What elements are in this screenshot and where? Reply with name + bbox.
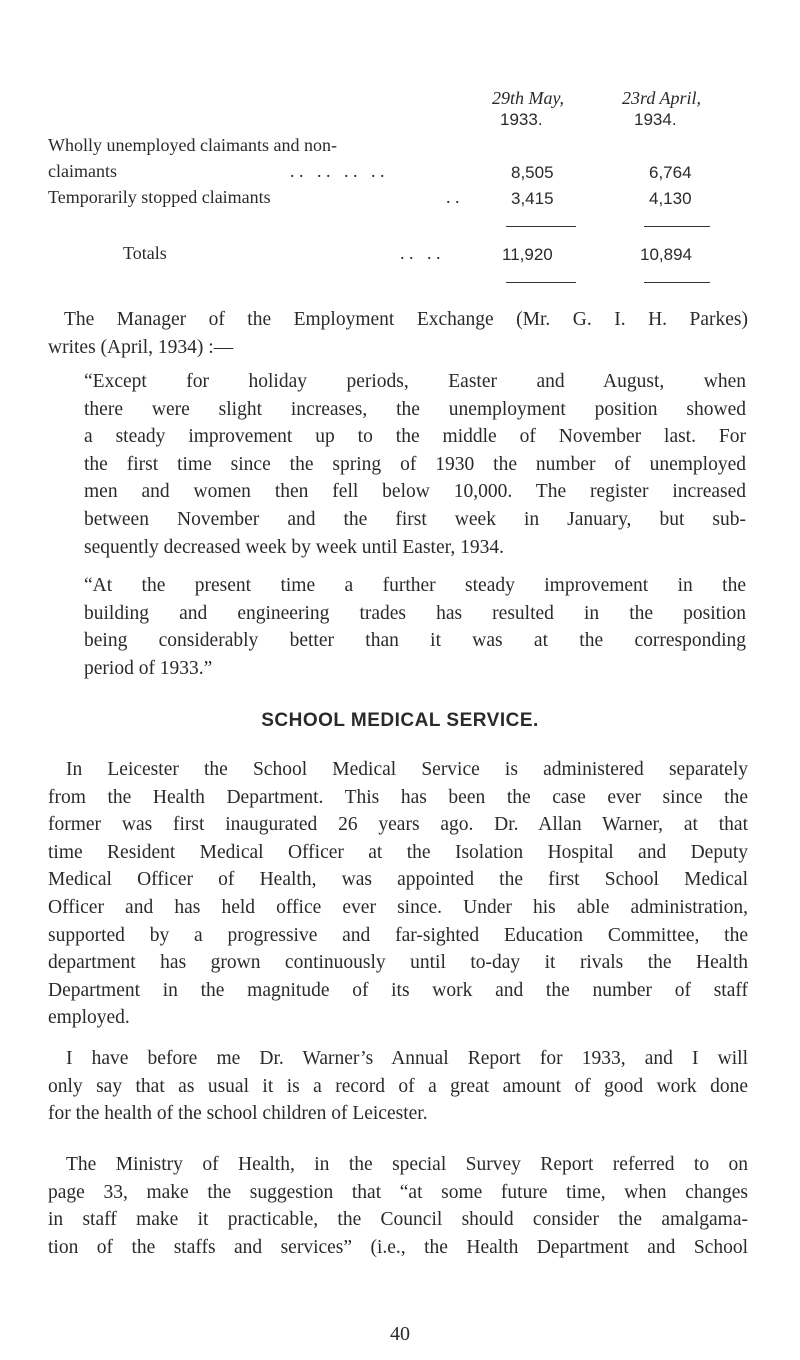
school-medical-paragraph-2 — [48, 1045, 748, 1128]
quote1-line-2: there were slight increases, the unemployment position showed — [84, 398, 746, 420]
smp2-line-1: I have before me Dr. Warner’s Annual Report for 1933, and I will — [66, 1048, 748, 1069]
smp1-line-6: Officer and has held office ever since. Under his able administration, — [48, 896, 748, 918]
quote2-line-4: period of 1933.” — [84, 657, 213, 679]
smp3-line-1: The Ministry of Health, in the special Survey Report referred to on — [66, 1154, 748, 1175]
intro-line-1: The Manager of the Employment Exchange (Mr. G. I. H. Parkes) — [64, 309, 748, 330]
smp1-line-3: former was first inaugurated 26 years ago. Dr. Allan Warner, at that — [48, 814, 748, 836]
totals-rule-1933 — [506, 282, 576, 283]
intro-paragraph — [48, 306, 748, 361]
quote1-line-4: the first time since the spring of 1930 the number of unemployed — [84, 453, 746, 475]
subtotal-rule-1934 — [644, 226, 710, 227]
smp1-line-2: from the Health Department. This has been the case ever since the — [48, 786, 748, 808]
smp2-line-3: for the health of the school children of Leicester. — [48, 1103, 428, 1125]
quote1-line-5: men and women then fell below 10,000. The register increased — [84, 481, 746, 503]
quote-paragraph-2 — [84, 572, 746, 682]
smp1-line-10: employed. — [48, 1007, 130, 1029]
intro-line-2: writes (April, 1934) :— — [48, 336, 234, 358]
row2-leader-dots: . . — [446, 187, 460, 207]
page-number: 40 — [390, 1323, 410, 1345]
smp3-line-3: in staff make it practicable, the Council should consider the amalgama- — [48, 1209, 748, 1231]
row2-label: Temporarily stopped claimants — [48, 187, 271, 207]
totals-rule-1934 — [644, 282, 710, 283]
quote1-line-6: between November and the first week in January, but sub- — [84, 508, 746, 530]
quote-paragraph-1 — [84, 368, 746, 561]
totals-label: Totals — [123, 243, 167, 263]
smp1-line-1: In Leicester the School Medical Service is administered separately — [66, 759, 748, 780]
col2-header-date: 23rd April, — [622, 88, 702, 108]
totals-value-1933: 11,920 — [502, 245, 553, 264]
smp1-line-5: Medical Officer of Health, was appointed the first School Medical — [48, 869, 748, 891]
quote1-line-7: sequently decreased week by week until Easter, 1934. — [84, 536, 504, 558]
quote2-line-3: being considerably better than it was at the corresponding — [84, 630, 746, 652]
row2-value-1934: 4,130 — [649, 189, 692, 208]
totals-leader-dots: . . . . — [400, 243, 441, 263]
smp3-line-4: tion of the staffs and services” (i.e., the Health Department and School — [48, 1236, 748, 1258]
school-medical-paragraph-1 — [48, 756, 748, 1032]
section-heading: SCHOOL MEDICAL SERVICE. — [261, 710, 539, 731]
subtotal-rule-1933 — [506, 226, 576, 227]
col1-header-year: 1933. — [500, 110, 543, 129]
row1-leader-dots: . . . . . . . . — [290, 161, 385, 181]
row1-label-line1: Wholly unemployed claimants and non- — [48, 135, 337, 155]
quote1-line-1: “Except for holiday periods, Easter and August, when — [84, 371, 746, 392]
smp1-line-7: supported by a progressive and far-sighted Education Committee, the — [48, 924, 748, 946]
totals-value-1934: 10,894 — [640, 245, 692, 264]
quote1-line-3: a steady improvement up to the middle of November last. For — [84, 426, 746, 448]
school-medical-paragraph-3 — [48, 1151, 748, 1261]
smp1-line-8: department has grown continuously until to-day it rivals the Health — [48, 952, 748, 974]
row1-value-1934: 6,764 — [649, 163, 692, 182]
col1-header-date: 29th May, — [492, 88, 564, 108]
smp3-line-2: page 33, make the suggestion that “at some future time, when changes — [48, 1181, 748, 1203]
smp1-line-9: Department in the magnitude of its work and the number of staff — [48, 979, 748, 1001]
quote2-line-1: “At the present time a further steady improvement in the — [84, 575, 746, 596]
smp1-line-4: time Resident Medical Officer at the Isolation Hospital and Deputy — [48, 841, 748, 863]
smp2-line-2: only say that as usual it is a record of a great amount of good work done — [48, 1075, 748, 1097]
row2-value-1933: 3,415 — [511, 189, 554, 208]
col2-header-year: 1934. — [634, 110, 677, 129]
row1-label-line2: claimants — [48, 161, 117, 181]
quote2-line-2: building and engineering trades has resulted in the position — [84, 602, 746, 624]
row1-value-1933: 8,505 — [511, 163, 554, 182]
